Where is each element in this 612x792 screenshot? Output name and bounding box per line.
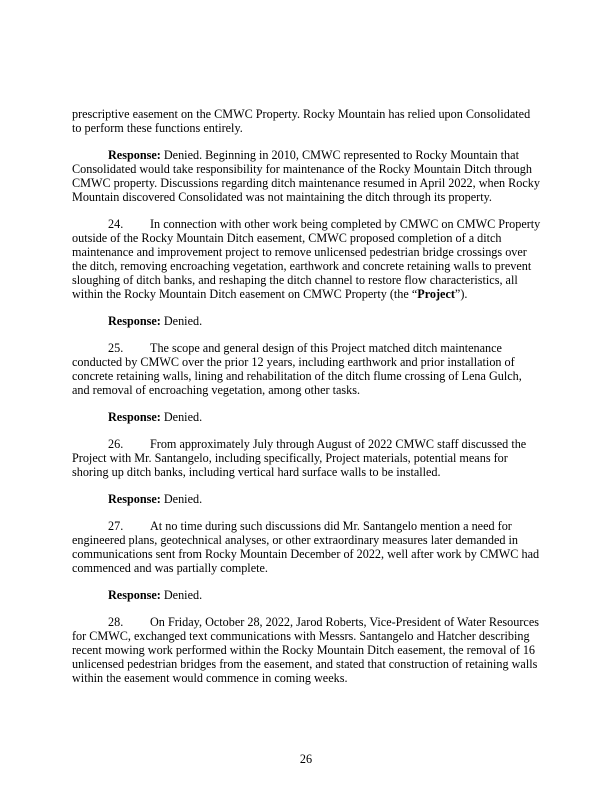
- allegation-text: From approximately July through August of 2022 CMWC staff discussed the Project with Mr. Santangelo, including specifically, Project materials, potential means for shoring up ditch banks, including vertical hard surface walls to be installed.: [72, 437, 527, 479]
- response-text: Denied.: [160, 588, 203, 602]
- allegation-paragraph-28: [72, 615, 542, 685]
- response-label: Response:: [108, 148, 161, 162]
- response-text: Denied.: [160, 492, 203, 506]
- allegation-text: In connection with other work being completed by CMWC on CMWC Property outside of the Rocky Mountain Ditch easement, CMWC proposed completion of a ditch maintenance and improvement project to remove unlicensed pedestrian bridge crossings over the ditch, removing encroaching vegetation, earthwork and concrete retaining walls to prevent sloughing of ditch banks, and reshaping the ditch channel to restore flow characteristics, all within the Rocky Mountain Ditch easement on CMWC Property (the “: [72, 217, 541, 301]
- defined-term: Project: [417, 287, 455, 301]
- response-text: Denied.: [160, 410, 203, 424]
- allegation-paragraph-24: [72, 217, 542, 301]
- response-paragraph: [72, 148, 542, 204]
- allegation-text: The scope and general design of this Project matched ditch maintenance conducted by CMWC over the prior 12 years, including earthwork and prior installation of concrete retaining walls, lining and rehabilitation of the ditch flume crossing of Lena Gulch, and removal of encroaching vegetation, among other tasks.: [72, 341, 522, 397]
- response-label: Response:: [108, 314, 161, 328]
- allegation-paragraph-27: [72, 519, 542, 575]
- paragraph-number: 24.: [108, 217, 124, 231]
- response-paragraph: [72, 314, 542, 328]
- response-paragraph: [72, 588, 542, 602]
- document-body: [72, 107, 542, 698]
- allegation-text: At no time during such discussions did Mr. Santangelo mention a need for engineered plans, geotechnical analyses, or other extraordinary measures later demanded in communications sent from Rocky Mountain December of 2022, well after work by CMWC had commenced and was partially complete.: [72, 519, 540, 575]
- allegation-text-end: ”).: [454, 287, 468, 301]
- response-paragraph: [72, 492, 542, 506]
- response-label: Response:: [108, 588, 161, 602]
- response-paragraph: [72, 410, 542, 424]
- allegation-paragraph-26: [72, 437, 542, 479]
- paragraph-number: 26.: [108, 437, 124, 451]
- continuation-paragraph: prescriptive easement on the CMWC Property. Rocky Mountain has relied upon Consolidated to perform these functions entirely.: [72, 107, 531, 135]
- allegation-text: On Friday, October 28, 2022, Jarod Roberts, Vice-President of Water Resources for CMWC, exchanged text communications with Messrs. Santangelo and Hatcher describing recent mowing work performed within the Rocky Mountain Ditch easement, the removal of 16 unlicensed pedestrian bridges from the easement, and stated that construction of retaining walls within the easement would commence in coming weeks.: [72, 615, 539, 685]
- paragraph-number: 28.: [108, 615, 124, 629]
- allegation-paragraph-25: [72, 341, 542, 397]
- response-label: Response:: [108, 492, 161, 506]
- paragraph-number: 27.: [108, 519, 124, 533]
- page-number: 26: [299, 752, 313, 766]
- paragraph-number: 25.: [108, 341, 124, 355]
- response-label: Response:: [108, 410, 161, 424]
- response-text: Denied. Beginning in 2010, CMWC represented to Rocky Mountain that Consolidated would take responsibility for maintenance of the Rocky Mountain Ditch through CMWC property. Discussions regarding ditch maintenance resumed in April 2022, when Rocky Mountain discovered Consolidated was not maintaining the ditch through its property.: [72, 148, 540, 204]
- response-text: Denied.: [160, 314, 203, 328]
